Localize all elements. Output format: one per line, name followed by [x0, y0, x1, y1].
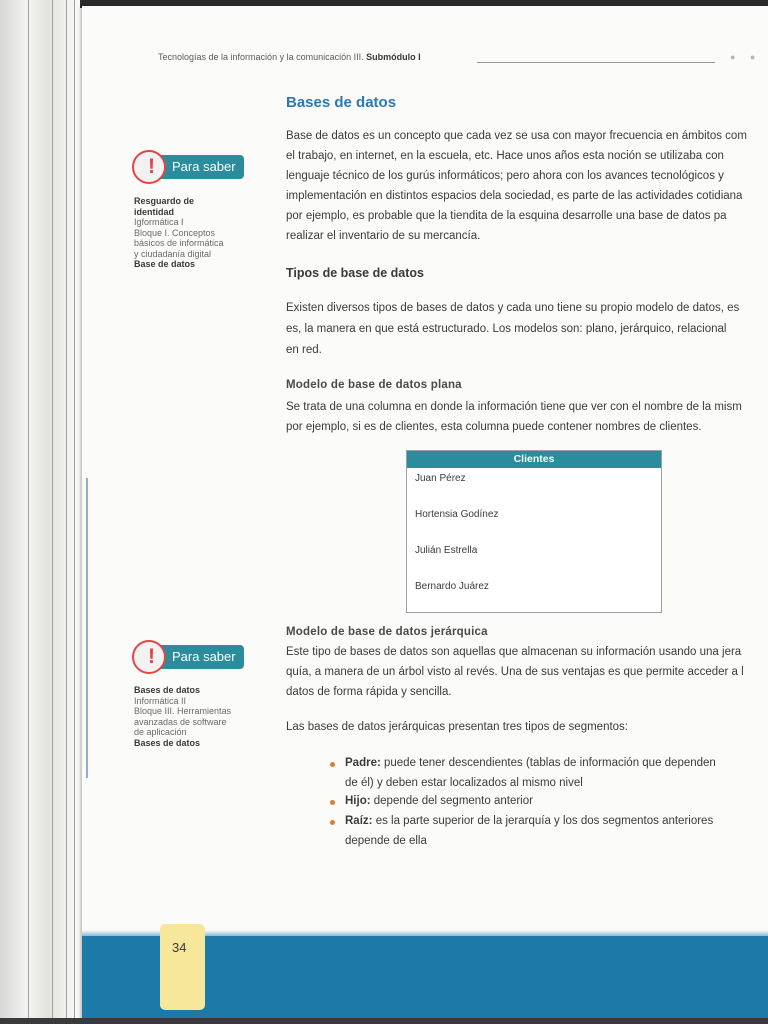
running-head-bold: Submódulo I — [366, 52, 421, 62]
types-line: Existen diversos tipos de bases de datos y cada uno tiene su propio modelo de datos, es — [286, 302, 740, 314]
page-number: 34 — [172, 940, 187, 955]
intro-line: el trabajo, en internet, en la escuela, etc. Hace unos años esta noción se utilizaba con — [286, 150, 724, 162]
running-head — [158, 52, 421, 62]
running-head-text: Tecnologías de la información y la comunicación III. — [158, 52, 364, 62]
sidebar-title: Resguardo de — [134, 196, 195, 206]
table-row: Hortensia Godínez — [415, 509, 499, 520]
segments-intro: Las bases de datos jerárquicas presentan tres tipos de segmentos: — [286, 721, 629, 733]
intro-line: implementación en distintos espacios dela sociedad, es parte de las actividades cotidiana — [286, 190, 743, 202]
sidebar-topic: Bases de datos — [134, 737, 201, 748]
table-row: Bernardo Juárez — [415, 581, 489, 592]
sidebar-line: y ciudadanía digital — [134, 248, 212, 259]
bottom-edge — [0, 1018, 768, 1024]
sidebar-reference — [134, 685, 231, 748]
page-edge-line — [74, 0, 75, 1024]
page-edge-line — [52, 0, 53, 1024]
intro-line: lenguaje técnico de los gurús informáticos; pero ahora con los avances tecnológicos y — [286, 170, 724, 182]
sidebar-reference — [134, 196, 224, 270]
bullet-dot — [330, 762, 335, 767]
sidebar-line: Igformática I — [134, 217, 184, 227]
sidebar-title: Bases de datos — [134, 685, 201, 695]
sidebar-title: identidad — [134, 206, 174, 217]
bullet-term: Raíz: — [345, 815, 373, 827]
sidebar-line: Bloque I. Conceptos — [134, 227, 216, 238]
flat-model-heading: Modelo de base de datos plana — [286, 379, 462, 391]
table-row: Julián Estrella — [415, 545, 478, 556]
sidebar-line: de aplicación — [134, 727, 187, 737]
list-item — [345, 754, 716, 774]
header-rule — [477, 62, 715, 63]
bullet-text: es la parte superior de la jerarquía y los dos segmentos anteriores — [375, 815, 714, 827]
alert-icon: ! — [132, 640, 166, 674]
types-line: es, la manera en que está estructurado. Los modelos son: plano, jerárquico, relacional — [286, 323, 727, 335]
page-edge-line — [66, 0, 67, 1024]
bullet-term: Padre: — [345, 757, 381, 769]
hierarchical-model-heading: Modelo de base de datos jerárquica — [286, 626, 488, 638]
intro-line: por ejemplo, es probable que la tiendita de la esquina desarrolle una base de datos pa — [286, 210, 727, 222]
badge-label: Para saber — [172, 649, 236, 664]
flat-line: Se trata de una columna en donde la información tiene que ver con el nombre de la mism — [286, 401, 742, 413]
sidebar-topic: Base de datos — [134, 259, 196, 269]
hier-line: quía, a manera de un árbol visto al revés. Una de sus ventajas es que permite acceder a l — [286, 666, 744, 678]
para-saber-badge — [132, 640, 244, 674]
para-saber-badge — [132, 150, 244, 184]
flat-line: por ejemplo, si es de clientes, esta columna puede contener nombres de clientes. — [286, 421, 702, 433]
page-edges — [0, 0, 80, 1024]
bullet-dot — [330, 820, 335, 825]
badge-label: Para saber — [172, 159, 236, 174]
intro-line: realizar el inventario de su mercancía. — [286, 230, 481, 242]
types-heading: Tipos de base de datos — [286, 266, 425, 280]
list-item-continued: depende de ella — [345, 835, 427, 847]
sidebar-line: avanzadas de software — [134, 716, 227, 727]
list-item — [345, 812, 713, 832]
section-title: Bases de datos — [286, 94, 397, 111]
intro-line: Base de datos es un concepto que cada vez se usa con mayor frecuencia en ámbitos com — [286, 130, 747, 142]
bullet-text: puede tener descendientes (tablas de información que dependen — [384, 757, 716, 769]
bullet-term: Hijo: — [345, 795, 371, 807]
hier-line: Este tipo de bases de datos son aquellas que almacenan su información usando una jera — [286, 646, 742, 658]
page-number-tab — [160, 924, 205, 1010]
table-header: Clientes — [407, 451, 661, 468]
clients-table — [406, 450, 662, 613]
bullet-text: depende del segmento anterior — [373, 795, 533, 807]
list-item — [345, 792, 533, 812]
alert-icon: ! — [132, 150, 166, 184]
header-dots: ● ● — [730, 52, 762, 62]
margin-marker — [86, 478, 88, 778]
hier-line: datos de forma rápida y sencilla. — [286, 686, 452, 698]
list-item-continued: de él) y deben estar localizados al mismo nivel — [345, 777, 583, 789]
types-line: en red. — [286, 344, 322, 356]
sidebar-line: Bloque III. Herramientas — [134, 706, 232, 716]
page-edge-line — [28, 0, 29, 1024]
bullet-dot — [330, 800, 335, 805]
sidebar-line: básicos de informática — [134, 238, 224, 248]
sidebar-line: Informática II — [134, 695, 187, 706]
table-row: Juan Pérez — [415, 473, 466, 484]
